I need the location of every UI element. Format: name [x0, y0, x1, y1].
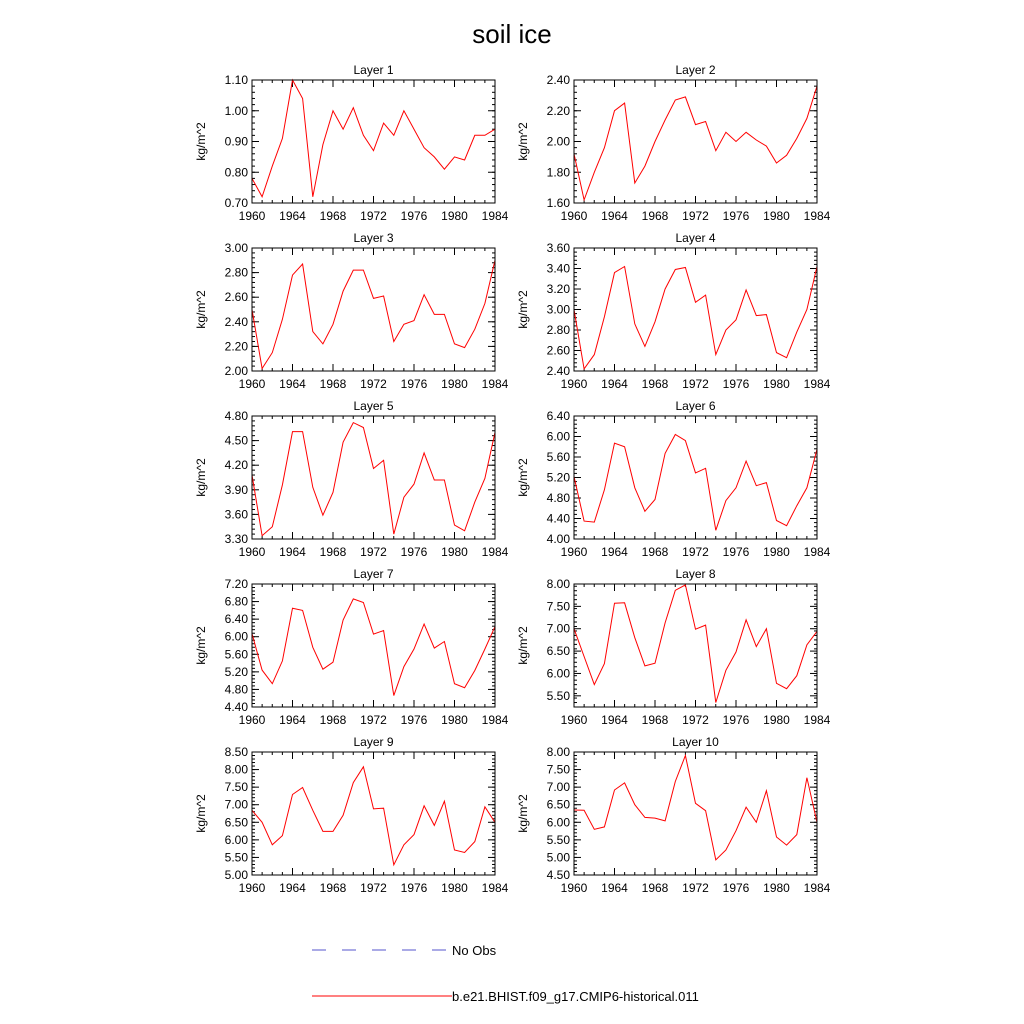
x-tick-label: 1964: [601, 881, 628, 895]
series-line-1: [252, 80, 495, 197]
y-tick-label: 6.50: [224, 815, 248, 830]
y-tick-label: 0.70: [224, 196, 248, 210]
y-axis-label: kg/m^2: [194, 122, 208, 161]
x-tick-label: 1976: [722, 209, 750, 223]
x-tick-label: 1984: [481, 209, 509, 223]
x-tick-label: 1960: [560, 545, 588, 559]
panel-title: Layer 5: [353, 399, 394, 413]
y-tick-label: 6.40: [546, 409, 570, 423]
y-tick-label: 2.60: [224, 290, 248, 305]
y-tick-label: 5.00: [224, 868, 248, 882]
series-line-1: [574, 756, 817, 860]
plot-frame: [252, 584, 495, 707]
x-tick-label: 1984: [481, 713, 509, 727]
y-tick-label: 4.80: [546, 491, 570, 505]
y-tick-label: 6.80: [224, 594, 248, 609]
x-tick-label: 1980: [763, 881, 790, 895]
x-tick-label: 1972: [360, 713, 387, 727]
chart-panel-6: [516, 399, 831, 559]
x-tick-label: 1968: [641, 881, 669, 895]
y-tick-label: 5.00: [546, 850, 570, 865]
legend-label-model: b.e21.BHIST.f09_g17.CMIP6-historical.011: [452, 989, 699, 1004]
y-tick-label: 0.90: [224, 134, 248, 149]
x-tick-label: 1964: [601, 209, 628, 223]
y-tick-label: 7.50: [546, 599, 570, 614]
y-tick-label: 4.80: [224, 409, 248, 423]
y-tick-label: 1.60: [546, 196, 570, 210]
x-tick-label: 1976: [400, 377, 428, 391]
x-tick-label: 1964: [601, 713, 628, 727]
y-tick-label: 6.50: [546, 797, 570, 812]
y-tick-label: 6.00: [546, 815, 570, 830]
x-tick-label: 1980: [763, 377, 790, 391]
x-tick-label: 1964: [279, 713, 306, 727]
y-axis-label: kg/m^2: [516, 794, 530, 833]
y-tick-label: 5.60: [224, 647, 248, 662]
y-tick-label: 8.00: [546, 577, 570, 591]
x-tick-label: 1960: [238, 545, 266, 559]
y-tick-label: 4.50: [546, 868, 570, 882]
x-tick-label: 1976: [400, 209, 428, 223]
x-tick-label: 1972: [360, 377, 387, 391]
x-tick-label: 1984: [481, 881, 509, 895]
x-tick-label: 1960: [238, 209, 266, 223]
y-tick-label: 3.30: [224, 532, 248, 546]
x-tick-label: 1972: [682, 209, 709, 223]
y-tick-label: 7.00: [546, 621, 570, 636]
x-tick-label: 1960: [238, 377, 266, 391]
x-tick-label: 1984: [803, 713, 831, 727]
y-axis-label: kg/m^2: [516, 290, 530, 329]
x-tick-label: 1984: [803, 209, 831, 223]
x-tick-label: 1964: [279, 377, 306, 391]
plot-frame: [252, 416, 495, 539]
series-line-1: [252, 767, 495, 865]
y-tick-label: 5.50: [224, 850, 248, 865]
y-tick-label: 4.20: [224, 458, 248, 473]
y-tick-label: 4.40: [224, 700, 248, 714]
y-tick-label: 6.40: [224, 612, 248, 627]
y-tick-label: 6.50: [546, 644, 570, 659]
y-tick-label: 1.10: [224, 73, 248, 87]
x-tick-label: 1964: [601, 377, 628, 391]
x-tick-label: 1984: [481, 545, 509, 559]
y-axis-label: kg/m^2: [194, 626, 208, 665]
panel-title: Layer 9: [353, 735, 394, 749]
chart-panel-8: [516, 567, 831, 727]
y-tick-label: 5.60: [546, 450, 570, 464]
x-tick-label: 1960: [560, 209, 588, 223]
x-tick-label: 1968: [319, 713, 347, 727]
legend: [312, 943, 699, 1004]
y-tick-label: 2.80: [546, 323, 570, 337]
legend-label-no-obs: No Obs: [452, 943, 497, 958]
x-tick-label: 1980: [441, 713, 468, 727]
chart-panel-1: [194, 63, 509, 223]
y-tick-label: 1.00: [224, 103, 248, 118]
figure-title: soil ice: [472, 19, 552, 49]
y-tick-label: 2.40: [546, 73, 570, 87]
y-tick-label: 3.60: [224, 507, 248, 522]
plot-frame: [252, 752, 495, 875]
y-tick-label: 8.00: [546, 745, 570, 759]
y-axis-label: kg/m^2: [194, 458, 208, 497]
y-tick-label: 6.00: [224, 832, 248, 847]
x-tick-label: 1972: [360, 545, 387, 559]
x-tick-label: 1976: [400, 881, 428, 895]
panel-title: Layer 4: [675, 231, 716, 245]
chart-panel-5: [194, 399, 509, 559]
y-tick-label: 2.40: [546, 364, 570, 378]
y-tick-label: 7.50: [546, 762, 570, 777]
series-line-1: [252, 599, 495, 696]
y-tick-label: 2.20: [224, 339, 248, 354]
x-tick-label: 1964: [601, 545, 628, 559]
x-tick-label: 1960: [238, 881, 266, 895]
y-tick-label: 2.40: [224, 314, 248, 329]
y-tick-label: 3.90: [224, 482, 248, 497]
panel-title: Layer 8: [675, 567, 716, 581]
x-tick-label: 1976: [722, 713, 750, 727]
plot-frame: [574, 416, 817, 539]
x-tick-label: 1980: [763, 713, 790, 727]
x-tick-label: 1960: [560, 881, 588, 895]
plot-frame: [574, 248, 817, 371]
x-tick-label: 1968: [641, 713, 669, 727]
chart-panel-10: [516, 735, 831, 895]
panel-title: Layer 2: [675, 63, 716, 77]
x-tick-label: 1980: [441, 545, 468, 559]
x-tick-label: 1980: [441, 881, 468, 895]
x-tick-label: 1976: [400, 713, 428, 727]
x-tick-label: 1968: [641, 377, 669, 391]
x-tick-label: 1972: [682, 713, 709, 727]
y-tick-label: 0.80: [224, 165, 248, 180]
y-tick-label: 8.50: [224, 745, 248, 759]
y-axis-label: kg/m^2: [516, 122, 530, 161]
x-tick-label: 1976: [722, 881, 750, 895]
panel-title: Layer 10: [672, 735, 719, 749]
plot-frame: [574, 80, 817, 203]
plot-frame: [574, 584, 817, 707]
x-tick-label: 1968: [641, 209, 669, 223]
series-line-1: [252, 260, 495, 368]
x-tick-label: 1964: [279, 545, 306, 559]
x-tick-label: 1980: [763, 545, 790, 559]
x-tick-label: 1960: [238, 713, 266, 727]
series-line-1: [252, 423, 495, 536]
y-tick-label: 6.00: [224, 629, 248, 644]
chart-panel-9: [194, 735, 509, 895]
x-tick-label: 1976: [722, 545, 750, 559]
plot-frame: [574, 752, 817, 875]
y-axis-label: kg/m^2: [516, 626, 530, 665]
x-tick-label: 1980: [763, 209, 790, 223]
x-tick-label: 1968: [319, 545, 347, 559]
y-axis-label: kg/m^2: [516, 458, 530, 497]
y-tick-label: 6.00: [546, 666, 570, 681]
chart-panel-3: [194, 231, 509, 391]
x-tick-label: 1984: [803, 377, 831, 391]
y-tick-label: 5.50: [546, 688, 570, 703]
panels: [194, 63, 831, 895]
x-tick-label: 1960: [560, 377, 588, 391]
y-tick-label: 3.60: [546, 241, 570, 255]
x-tick-label: 1984: [803, 881, 831, 895]
x-tick-label: 1972: [360, 881, 387, 895]
y-tick-label: 2.60: [546, 343, 570, 358]
x-tick-label: 1968: [641, 545, 669, 559]
y-axis-label: kg/m^2: [194, 794, 208, 833]
x-tick-label: 1968: [319, 209, 347, 223]
panel-title: Layer 1: [353, 63, 394, 77]
y-tick-label: 8.00: [224, 762, 248, 777]
y-tick-label: 5.20: [546, 470, 570, 485]
panel-title: Layer 7: [353, 567, 394, 581]
x-tick-label: 1980: [441, 377, 468, 391]
x-tick-label: 1968: [319, 377, 347, 391]
y-tick-label: 7.00: [546, 780, 570, 795]
y-tick-label: 2.00: [224, 364, 248, 378]
y-tick-label: 2.00: [546, 134, 570, 149]
x-tick-label: 1984: [803, 545, 831, 559]
x-tick-label: 1972: [682, 545, 709, 559]
x-tick-label: 1976: [400, 545, 428, 559]
x-tick-label: 1964: [279, 209, 306, 223]
y-tick-label: 2.80: [224, 265, 248, 280]
panel-title: Layer 6: [675, 399, 716, 413]
y-tick-label: 3.40: [546, 261, 570, 276]
x-tick-label: 1968: [319, 881, 347, 895]
series-line-1: [574, 86, 817, 200]
y-tick-label: 7.50: [224, 780, 248, 795]
y-tick-label: 4.00: [546, 532, 570, 546]
y-tick-label: 7.20: [224, 577, 248, 591]
y-tick-label: 4.40: [546, 511, 570, 526]
plot-frame: [252, 80, 495, 203]
x-tick-label: 1972: [360, 209, 387, 223]
x-tick-label: 1964: [279, 881, 306, 895]
x-tick-label: 1972: [682, 377, 709, 391]
y-tick-label: 3.00: [224, 241, 248, 255]
y-tick-label: 4.80: [224, 682, 248, 697]
plot-frame: [252, 248, 495, 371]
series-line-1: [574, 435, 817, 531]
series-line-1: [574, 585, 817, 703]
y-tick-label: 5.50: [546, 832, 570, 847]
x-tick-label: 1960: [560, 713, 588, 727]
y-tick-label: 3.20: [546, 282, 570, 296]
x-tick-label: 1980: [441, 209, 468, 223]
y-axis-label: kg/m^2: [194, 290, 208, 329]
y-tick-label: 1.80: [546, 165, 570, 180]
y-tick-label: 3.00: [546, 302, 570, 317]
x-tick-label: 1976: [722, 377, 750, 391]
y-tick-label: 6.00: [546, 429, 570, 444]
chart-panel-7: [194, 567, 509, 727]
y-tick-label: 4.50: [224, 433, 248, 448]
y-tick-label: 5.20: [224, 664, 248, 679]
y-tick-label: 2.20: [546, 103, 570, 118]
chart-panel-2: [516, 63, 831, 223]
panel-title: Layer 3: [353, 231, 394, 245]
chart-panel-4: [516, 231, 831, 391]
series-line-1: [574, 267, 817, 369]
x-tick-label: 1984: [481, 377, 509, 391]
y-tick-label: 7.00: [224, 797, 248, 812]
x-tick-label: 1972: [682, 881, 709, 895]
